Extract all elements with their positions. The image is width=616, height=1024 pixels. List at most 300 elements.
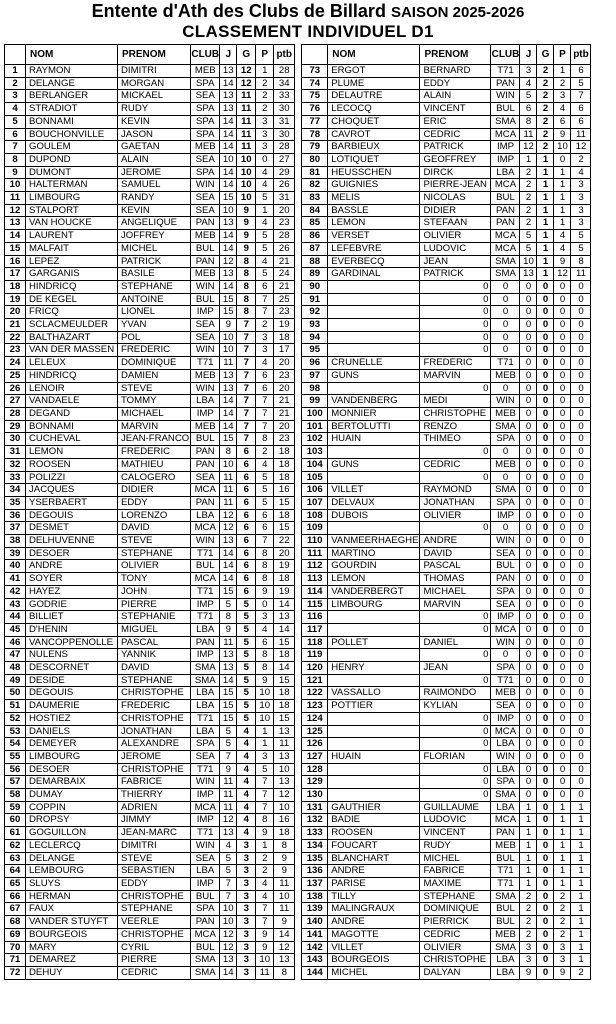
cell-firstname: RENZO	[420, 420, 491, 433]
cell-won: 0	[537, 776, 554, 789]
cell-points: 0	[571, 662, 591, 675]
table-row	[302, 65, 591, 78]
cell-points: 13	[274, 725, 295, 738]
cell-lost: 0	[554, 535, 571, 548]
cell-rank: 121	[302, 674, 328, 687]
cell-firstname: RANDY	[118, 192, 191, 205]
cell-played: 13	[220, 103, 237, 116]
cell-lost: 3	[256, 115, 274, 128]
cell-lost: 9	[256, 827, 274, 840]
cell-name: BERLANGER	[26, 90, 118, 103]
cell-played: 0	[520, 509, 537, 522]
cell-club: SEA	[491, 598, 520, 611]
cell-points: 0	[571, 738, 591, 751]
cell-lost: 0	[554, 153, 571, 166]
table-row	[5, 763, 295, 776]
cell-name: POLIZZI	[26, 471, 118, 484]
table-row	[302, 903, 591, 916]
cell-name: VERSET	[328, 230, 420, 243]
cell-firstname: LUDOVIC	[420, 242, 491, 255]
cell-club: SMA	[491, 941, 520, 954]
column-header-name: NOM	[328, 45, 420, 65]
cell-points: 0	[571, 293, 591, 306]
table-row	[5, 789, 295, 802]
cell-won: 0	[537, 941, 554, 954]
cell-lost: 9	[256, 674, 274, 687]
cell-firstname: FREDERIC	[118, 700, 191, 713]
cell-lost: 0	[554, 319, 571, 332]
cell-won: 7	[237, 369, 256, 382]
cell-club: MEB	[191, 230, 220, 243]
table-row	[302, 153, 591, 166]
cell-played: 14	[220, 395, 237, 408]
cell-rank: 43	[5, 598, 26, 611]
cell-rank: 69	[5, 928, 26, 941]
cell-firstname: MICHEL	[420, 852, 491, 865]
cell-played: 1	[520, 801, 537, 814]
cell-club: BUL	[491, 903, 520, 916]
cell-firstname: MARVIN	[420, 598, 491, 611]
cell-lost: 2	[256, 446, 274, 459]
column-header-lost: P	[256, 45, 274, 65]
cell-won: 0	[537, 611, 554, 624]
cell-played: 3	[520, 941, 537, 954]
cell-name: MALINGRAUX	[328, 903, 420, 916]
cell-won: 0	[537, 598, 554, 611]
cell-club: 0	[491, 306, 520, 319]
cell-lost: 0	[256, 153, 274, 166]
ranking-tables	[4, 44, 591, 980]
cell-club: LBA	[491, 738, 520, 751]
cell-won: 12	[237, 65, 256, 78]
cell-name: MONNIER	[328, 407, 420, 420]
table-row	[5, 547, 295, 560]
cell-rank: 137	[302, 878, 328, 891]
cell-played: 14	[220, 77, 237, 90]
cell-rank: 75	[302, 90, 328, 103]
table-row	[302, 738, 591, 751]
cell-rank: 22	[5, 331, 26, 344]
cell-club: WIN	[191, 382, 220, 395]
cell-lost: 0	[554, 522, 571, 535]
table-row	[302, 509, 591, 522]
cell-rank: 92	[302, 306, 328, 319]
cell-club: LBA	[191, 865, 220, 878]
table-row	[5, 230, 295, 243]
cell-club: T71	[491, 878, 520, 891]
cell-rank: 8	[5, 153, 26, 166]
cell-lost: 0	[554, 560, 571, 573]
cell-rank: 131	[302, 801, 328, 814]
cell-name: DEMAREZ	[26, 954, 118, 967]
table-row	[5, 103, 295, 116]
cell-name: LEMON	[26, 446, 118, 459]
cell-firstname: NICOLAS	[420, 192, 491, 205]
cell-name	[328, 344, 420, 357]
cell-won: 1	[537, 179, 554, 192]
cell-rank: 23	[5, 344, 26, 357]
cell-won: 0	[537, 433, 554, 446]
cell-played: 14	[220, 242, 237, 255]
cell-club: MCA	[491, 814, 520, 827]
cell-club: WIN	[491, 535, 520, 548]
cell-firstname: PATRICK	[118, 255, 191, 268]
cell-firstname: FREDERIC	[118, 446, 191, 459]
cell-rank: 60	[5, 814, 26, 827]
table-row	[302, 204, 591, 217]
cell-points: 21	[274, 407, 295, 420]
cell-lost: 1	[554, 801, 571, 814]
page-subtitle: CLASSEMENT INDIVIDUEL D1	[182, 22, 434, 41]
cell-played: 9	[220, 623, 237, 636]
cell-firstname: MICKAEL	[118, 90, 191, 103]
cell-rank: 99	[302, 395, 328, 408]
cell-rank: 82	[302, 179, 328, 192]
cell-played: 0	[520, 306, 537, 319]
cell-rank: 76	[302, 103, 328, 116]
table-row	[302, 217, 591, 230]
cell-points: 0	[571, 636, 591, 649]
cell-rank: 143	[302, 954, 328, 967]
cell-lost: 0	[554, 458, 571, 471]
cell-points: 0	[571, 496, 591, 509]
cell-points: 0	[571, 446, 591, 459]
cell-won: 1	[537, 204, 554, 217]
cell-firstname: JEROME	[118, 750, 191, 763]
cell-club: IMP	[191, 649, 220, 662]
cell-points: 30	[274, 128, 295, 141]
cell-points: 0	[571, 433, 591, 446]
cell-firstname: 0	[420, 306, 491, 319]
cell-club: BUL	[491, 852, 520, 865]
cell-won: 5	[237, 687, 256, 700]
table-row	[302, 839, 591, 852]
table-row	[5, 535, 295, 548]
cell-club: SEA	[191, 319, 220, 332]
cell-points: 0	[571, 585, 591, 598]
cell-firstname: THIERRY	[118, 789, 191, 802]
cell-played: 14	[220, 407, 237, 420]
cell-club: LBA	[191, 395, 220, 408]
cell-rank: 107	[302, 496, 328, 509]
cell-rank: 68	[5, 916, 26, 929]
cell-points: 3	[571, 192, 591, 205]
cell-won: 0	[537, 623, 554, 636]
cell-lost: 2	[256, 865, 274, 878]
cell-name: LIMBOURG	[328, 598, 420, 611]
table-row	[5, 585, 295, 598]
cell-club: 0	[491, 522, 520, 535]
cell-lost: 0	[554, 636, 571, 649]
cell-firstname: 0	[420, 446, 491, 459]
cell-won: 0	[537, 725, 554, 738]
cell-won: 5	[237, 598, 256, 611]
cell-lost: 8	[256, 560, 274, 573]
cell-won: 5	[237, 623, 256, 636]
cell-firstname: CHRISTOPHE	[420, 954, 491, 967]
cell-name: FRICQ	[26, 306, 118, 319]
table-row	[302, 293, 591, 306]
cell-firstname: CHRISTOPHE	[118, 687, 191, 700]
cell-firstname: STEVE	[118, 535, 191, 548]
cell-rank: 48	[5, 662, 26, 675]
cell-firstname: 0	[420, 293, 491, 306]
cell-name: VANDERBERGT	[328, 585, 420, 598]
table-row	[5, 306, 295, 319]
cell-points: 17	[274, 344, 295, 357]
cell-played: 14	[220, 166, 237, 179]
table-row	[5, 852, 295, 865]
cell-club: MEB	[491, 839, 520, 852]
cell-points: 19	[274, 585, 295, 598]
cell-club: SEA	[191, 331, 220, 344]
cell-firstname: JEROME	[118, 166, 191, 179]
cell-points: 0	[571, 623, 591, 636]
table-row	[5, 153, 295, 166]
cell-firstname: ANTOINE	[118, 293, 191, 306]
cell-name: LENOIR	[26, 382, 118, 395]
cell-lost: 5	[256, 496, 274, 509]
cell-points: 18	[274, 446, 295, 459]
cell-lost: 1	[554, 65, 571, 78]
cell-won: 0	[537, 331, 554, 344]
cell-lost: 6	[256, 369, 274, 382]
cell-club: MCA	[491, 242, 520, 255]
cell-points: 0	[571, 547, 591, 560]
season-label: SAISON 2025-2026	[390, 4, 525, 21]
cell-points: 13	[274, 750, 295, 763]
cell-firstname: CHRISTOPHE	[118, 763, 191, 776]
cell-points: 29	[274, 166, 295, 179]
cell-lost: 6	[256, 280, 274, 293]
cell-lost: 7	[256, 395, 274, 408]
cell-lost: 4	[256, 878, 274, 891]
cell-club: BUL	[191, 890, 220, 903]
table-row	[5, 827, 295, 840]
cell-won: 3	[237, 954, 256, 967]
cell-firstname: THOMAS	[420, 573, 491, 586]
cell-played: 12	[220, 941, 237, 954]
cell-rank: 104	[302, 458, 328, 471]
cell-won: 0	[537, 344, 554, 357]
cell-name: LECLERCQ	[26, 839, 118, 852]
cell-name: HAYEZ	[26, 585, 118, 598]
cell-lost: 6	[256, 509, 274, 522]
table-row	[302, 585, 591, 598]
cell-firstname: TONY	[118, 573, 191, 586]
cell-lost: 0	[554, 496, 571, 509]
table-row	[302, 789, 591, 802]
table-row	[5, 293, 295, 306]
cell-name: VANDENBERG	[328, 395, 420, 408]
cell-won: 9	[237, 242, 256, 255]
cell-name: DEMARBAIX	[26, 776, 118, 789]
cell-lost: 2	[256, 852, 274, 865]
cell-club: BUL	[191, 293, 220, 306]
cell-won: 6	[237, 446, 256, 459]
cell-points: 3	[571, 204, 591, 217]
cell-played: 14	[220, 573, 237, 586]
cell-name: MARY	[26, 941, 118, 954]
cell-played: 15	[220, 712, 237, 725]
cell-lost: 0	[554, 789, 571, 802]
cell-played: 5	[220, 738, 237, 751]
cell-played: 5	[520, 230, 537, 243]
cell-lost: 5	[256, 471, 274, 484]
cell-rank: 13	[5, 217, 26, 230]
cell-rank: 12	[5, 204, 26, 217]
cell-lost: 0	[554, 662, 571, 675]
cell-won: 0	[537, 560, 554, 573]
cell-won: 0	[537, 319, 554, 332]
cell-name: CUCHEVAL	[26, 433, 118, 446]
cell-firstname: KEVIN	[118, 115, 191, 128]
cell-points: 20	[274, 547, 295, 560]
cell-won: 4	[237, 789, 256, 802]
cell-points: 0	[571, 763, 591, 776]
cell-won: 0	[537, 750, 554, 763]
cell-club: SEA	[491, 700, 520, 713]
cell-name: GUNS	[328, 369, 420, 382]
cell-lost: 9	[256, 941, 274, 954]
cell-points: 0	[571, 331, 591, 344]
table-row	[5, 395, 295, 408]
cell-points: 14	[274, 928, 295, 941]
cell-played: 0	[520, 725, 537, 738]
cell-firstname: CYRIL	[118, 941, 191, 954]
cell-name: HOSTIEZ	[26, 712, 118, 725]
cell-firstname: PIERRE	[118, 954, 191, 967]
cell-firstname: CHRISTOPHE	[118, 890, 191, 903]
cell-lost: 8	[256, 649, 274, 662]
cell-club: SPA	[491, 585, 520, 598]
cell-points: 15	[274, 712, 295, 725]
cell-points: 20	[274, 357, 295, 370]
cell-won: 6	[237, 484, 256, 497]
cell-lost: 0	[554, 280, 571, 293]
cell-won: 0	[537, 395, 554, 408]
cell-won: 6	[237, 522, 256, 535]
cell-lost: 1	[554, 217, 571, 230]
cell-name: DE KEGEL	[26, 293, 118, 306]
cell-lost: 7	[256, 903, 274, 916]
cell-played: 4	[520, 77, 537, 90]
cell-lost: 8	[256, 814, 274, 827]
cell-lost: 3	[554, 941, 571, 954]
cell-lost: 0	[554, 433, 571, 446]
cell-points: 0	[571, 535, 591, 548]
cell-played: 14	[220, 230, 237, 243]
cell-won: 0	[537, 509, 554, 522]
table-row	[5, 484, 295, 497]
cell-rank: 18	[5, 280, 26, 293]
table-row	[5, 115, 295, 128]
cell-points: 28	[274, 65, 295, 78]
cell-rank: 141	[302, 928, 328, 941]
cell-rank: 17	[5, 268, 26, 281]
cell-lost: 1	[554, 852, 571, 865]
cell-lost: 1	[554, 865, 571, 878]
cell-played: 13	[220, 382, 237, 395]
cell-firstname: MATHIEU	[118, 458, 191, 471]
cell-won: 0	[537, 700, 554, 713]
cell-rank: 64	[5, 865, 26, 878]
cell-played: 0	[520, 420, 537, 433]
cell-points: 11	[571, 268, 591, 281]
cell-played: 8	[520, 115, 537, 128]
cell-points: 0	[571, 789, 591, 802]
cell-points: 28	[274, 141, 295, 154]
cell-points: 18	[274, 827, 295, 840]
table-row	[302, 268, 591, 281]
cell-club: 0	[491, 280, 520, 293]
cell-rank: 32	[5, 458, 26, 471]
cell-points: 33	[274, 90, 295, 103]
cell-name: GAUTHIER	[328, 801, 420, 814]
cell-played: 0	[520, 471, 537, 484]
cell-firstname: ALEXANDRE	[118, 738, 191, 751]
cell-won: 9	[237, 230, 256, 243]
cell-lost: 5	[256, 242, 274, 255]
table-row	[302, 446, 591, 459]
table-row	[302, 141, 591, 154]
cell-played: 0	[520, 458, 537, 471]
cell-points: 0	[571, 611, 591, 624]
cell-won: 8	[237, 280, 256, 293]
cell-played: 10	[220, 458, 237, 471]
cell-firstname: DAVID	[118, 522, 191, 535]
column-header-played: J	[520, 45, 537, 65]
cell-played: 13	[220, 827, 237, 840]
cell-lost: 4	[256, 217, 274, 230]
cell-firstname: JEAN	[420, 662, 491, 675]
cell-firstname: 0	[420, 712, 491, 725]
cell-club: SMA	[191, 954, 220, 967]
cell-won: 0	[537, 649, 554, 662]
cell-lost: 3	[256, 141, 274, 154]
cell-firstname: STEFAAN	[420, 217, 491, 230]
cell-played: 13	[520, 268, 537, 281]
table-row	[5, 941, 295, 954]
column-header-club: CLUB	[191, 45, 220, 65]
table-row	[5, 204, 295, 217]
cell-name: HUAIN	[328, 750, 420, 763]
cell-name: LEFEBVRE	[328, 242, 420, 255]
cell-played: 14	[220, 674, 237, 687]
cell-club: 0	[491, 293, 520, 306]
cell-won: 11	[237, 115, 256, 128]
cell-name: GOULEM	[26, 141, 118, 154]
cell-lost: 1	[554, 827, 571, 840]
cell-name: BILLIET	[26, 611, 118, 624]
cell-played: 12	[220, 928, 237, 941]
cell-played: 0	[520, 598, 537, 611]
cell-firstname: JONATHAN	[118, 725, 191, 738]
cell-points: 23	[274, 306, 295, 319]
cell-club: LBA	[491, 763, 520, 776]
cell-rank: 29	[5, 420, 26, 433]
cell-club: T71	[191, 827, 220, 840]
cell-won: 6	[237, 560, 256, 573]
cell-won: 2	[537, 77, 554, 90]
cell-firstname: PASCAL	[118, 636, 191, 649]
table-row	[5, 496, 295, 509]
cell-rank: 125	[302, 725, 328, 738]
cell-firstname: JOHN	[118, 585, 191, 598]
cell-rank: 124	[302, 712, 328, 725]
cell-club: IMP	[191, 407, 220, 420]
cell-played: 0	[520, 573, 537, 586]
